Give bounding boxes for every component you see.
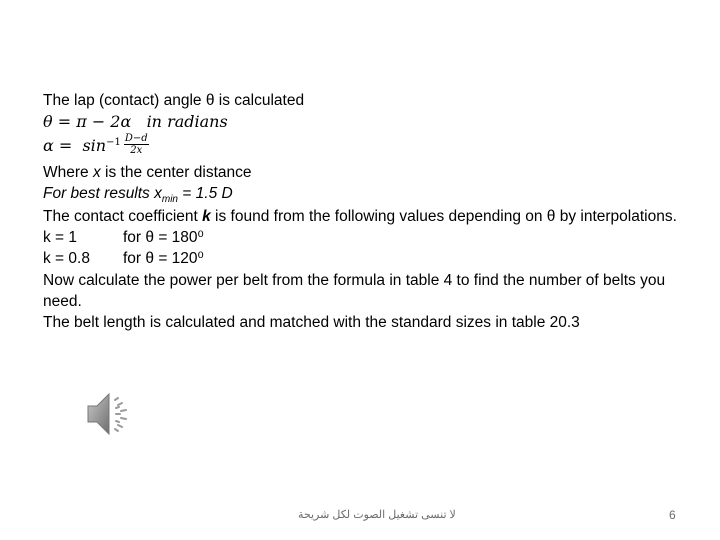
center-distance-var: x (92, 163, 101, 181)
contact-coefficient-text-b: is found from the following values depending on θ by interpolations. (210, 208, 677, 226)
equation-theta-lhs: θ = π − 2α (43, 112, 132, 132)
fraction-numerator: D−d (124, 133, 148, 145)
equation-theta (43, 111, 683, 132)
k-value-1: k = 1 (43, 229, 78, 247)
footer-note: لا تنسى تشغيل الصوت لكل شريحة (298, 509, 456, 521)
k-value-row-2 (43, 248, 683, 269)
equation-theta-unit: in radians (146, 112, 228, 132)
contact-coefficient-var: k (202, 208, 211, 226)
contact-coefficient-text-a: The contact coefficient (43, 208, 203, 226)
equation-alpha-fraction (124, 133, 149, 156)
best-results-subscript: min (161, 193, 178, 205)
belt-length-line: The belt length is calculated and matched with the standard sizes in table 20.3 (43, 314, 580, 332)
equation-alpha-exponent: −1 (106, 137, 121, 149)
k-angle-1: for θ = 180⁰ (123, 229, 204, 247)
power-per-belt-line: Now calculate the power per belt from the formula in table 4 to find the number of belts you need. (43, 271, 666, 310)
best-results-text-b: = 1.5 D (178, 184, 233, 202)
center-distance-line (43, 162, 683, 183)
center-distance-text-b: is the center distance (100, 163, 252, 181)
k-value-2: k = 0.8 (43, 250, 90, 268)
speaker-icon[interactable] (85, 388, 135, 440)
slide-number: 6 (669, 508, 676, 522)
slide-body (43, 90, 683, 333)
best-results-text-a: For best results x (43, 184, 162, 202)
equation-alpha (43, 135, 683, 159)
center-distance-text-a: Where (43, 163, 93, 181)
equation-alpha-fn: sin (82, 136, 107, 156)
equation-alpha-lhs: α = (43, 136, 73, 156)
k-angle-2: for θ = 120⁰ (123, 250, 204, 268)
intro-line: The lap (contact) angle θ is calculated (43, 92, 305, 109)
k-value-row-1 (43, 227, 683, 248)
best-results-line (43, 183, 683, 206)
fraction-denominator: 2x (130, 145, 143, 157)
contact-coefficient-line (43, 206, 683, 227)
